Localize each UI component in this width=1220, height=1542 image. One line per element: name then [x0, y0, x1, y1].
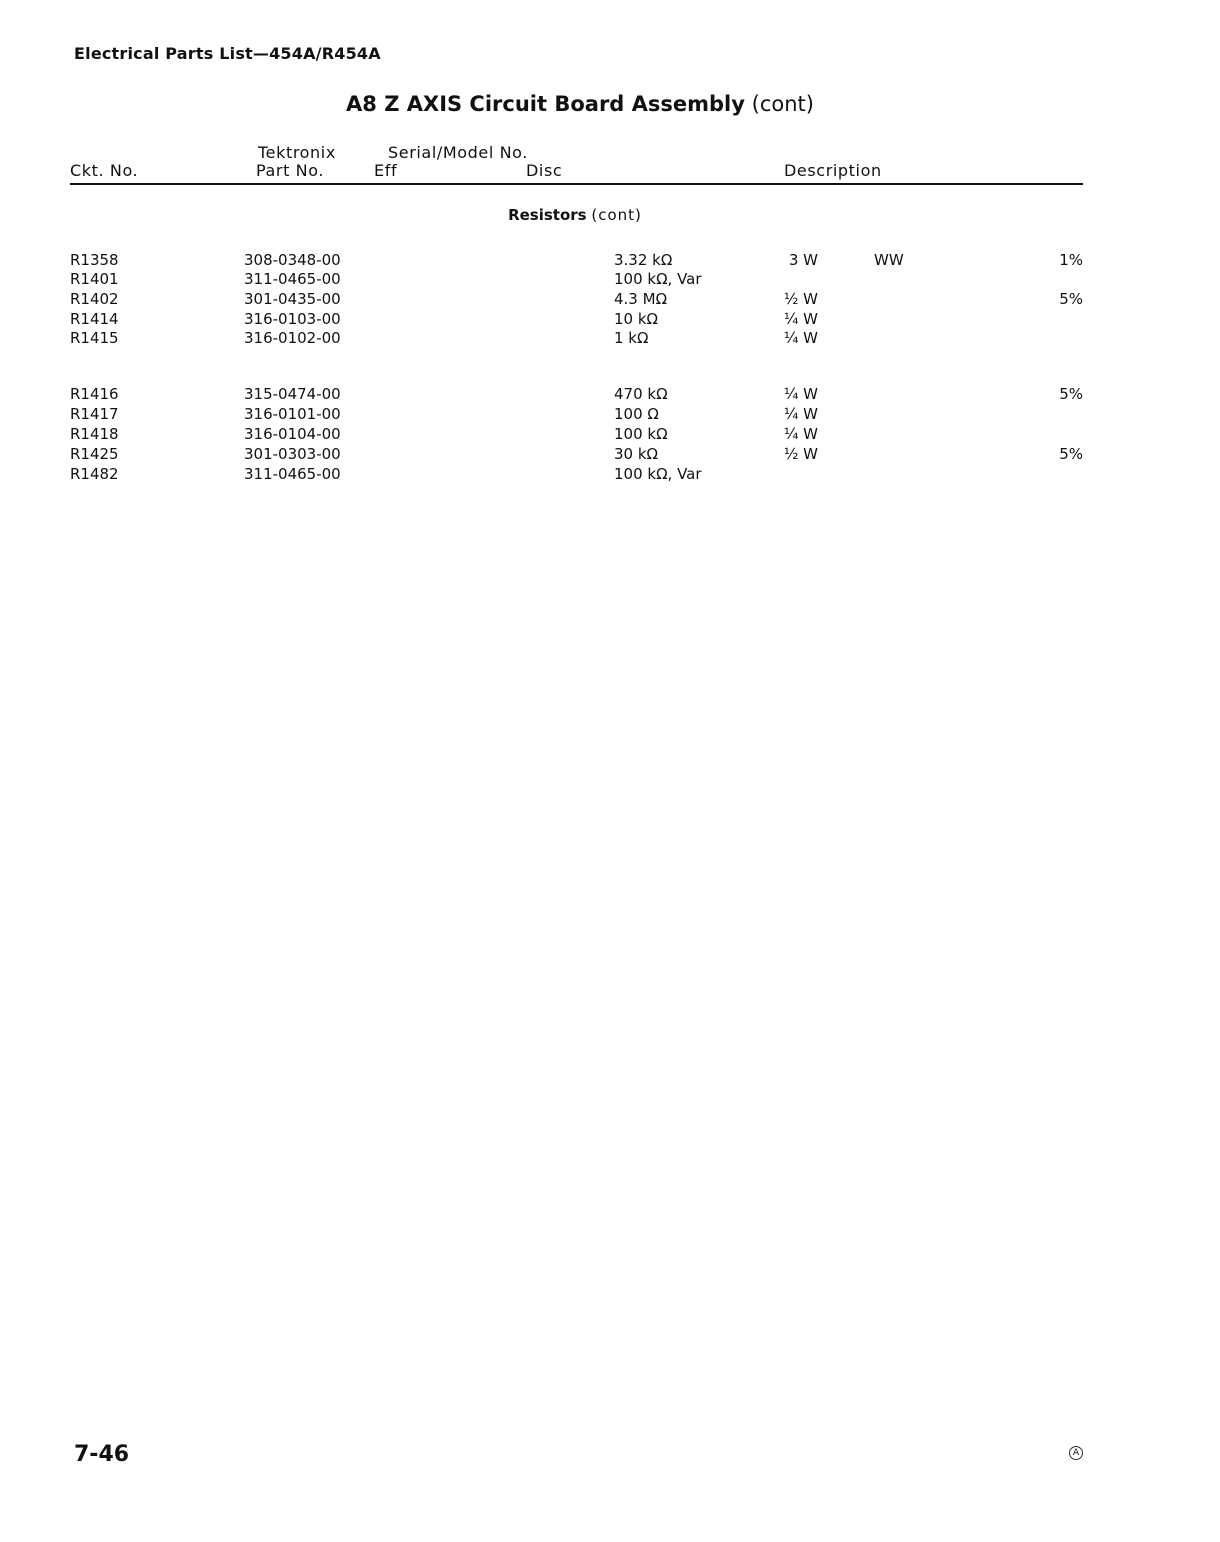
ckt-no-cell: R1358: [70, 251, 119, 269]
table-row: [0, 385, 1220, 405]
revision-mark-icon: A: [1069, 1446, 1083, 1460]
table-row: [0, 405, 1220, 425]
header-eff: Eff: [374, 161, 398, 180]
header-rule: [70, 183, 1083, 185]
part-no-cell: 316-0104-00: [244, 425, 341, 443]
header-part-no: Part No.: [256, 161, 325, 180]
wattage-cell: ¼ W: [783, 310, 818, 328]
value-cell: 100 Ω: [614, 405, 659, 423]
value-cell: 30 kΩ: [614, 445, 659, 463]
value-cell: 10 kΩ: [614, 310, 659, 328]
value-cell: 1 kΩ: [614, 329, 649, 347]
table-row: [0, 445, 1220, 465]
header-ckt-no: Ckt. No.: [70, 161, 139, 180]
wattage-cell: ¼ W: [783, 425, 818, 443]
table-row: [0, 270, 1220, 290]
header-tektronix: Tektronix: [258, 143, 336, 162]
part-no-cell: 301-0303-00: [244, 445, 341, 463]
ckt-no-cell: R1414: [70, 310, 119, 328]
table-row: [0, 329, 1220, 349]
part-no-cell: 316-0102-00: [244, 329, 341, 347]
wattage-cell: ¼ W: [783, 329, 818, 347]
header-description: Description: [784, 161, 882, 180]
part-no-cell: 316-0103-00: [244, 310, 341, 328]
table-row: [0, 425, 1220, 445]
tolerance-cell: 5%: [1059, 385, 1083, 403]
wattage-cell: ½ W: [783, 290, 818, 308]
part-no-cell: 316-0101-00: [244, 405, 341, 423]
ckt-no-cell: R1417: [70, 405, 119, 423]
value-cell: 470 kΩ: [614, 385, 668, 403]
header-disc: Disc: [526, 161, 563, 180]
value-cell: 100 kΩ: [614, 425, 668, 443]
part-no-cell: 301-0435-00: [244, 290, 341, 308]
value-cell: 100 kΩ, Var: [614, 270, 702, 288]
ckt-no-cell: R1401: [70, 270, 119, 288]
value-cell: 4.3 MΩ: [614, 290, 668, 308]
ckt-no-cell: R1415: [70, 329, 119, 347]
wattage-cell: ¼ W: [783, 385, 818, 403]
page-number: 7-46: [74, 1442, 130, 1467]
wattage-cell: ¼ W: [783, 405, 818, 423]
wattage-cell: ½ W: [783, 445, 818, 463]
wattage-cell: 3 W: [788, 251, 818, 269]
title-suffix: (cont): [751, 92, 814, 116]
section-title: Resistors: [508, 206, 587, 224]
ckt-no-cell: R1402: [70, 290, 119, 308]
tolerance-cell: 5%: [1059, 445, 1083, 463]
value-cell: 3.32 kΩ: [614, 251, 673, 269]
ckt-no-cell: R1418: [70, 425, 119, 443]
section-heading: [0, 206, 1150, 224]
table-row: [0, 251, 1220, 271]
part-no-cell: 308-0348-00: [244, 251, 341, 269]
table-row: [0, 310, 1220, 330]
part-no-cell: 311-0465-00: [244, 270, 341, 288]
part-no-cell: 311-0465-00: [244, 465, 341, 483]
ckt-no-cell: R1425: [70, 445, 119, 463]
section-suffix: (cont): [591, 206, 642, 224]
ckt-no-cell: R1416: [70, 385, 119, 403]
value-cell: 100 kΩ, Var: [614, 465, 702, 483]
part-no-cell: 315-0474-00: [244, 385, 341, 403]
header-serial-model: Serial/Model No.: [388, 143, 528, 162]
table-row: [0, 465, 1220, 485]
type-cell: WW: [874, 251, 904, 269]
tolerance-cell: 5%: [1059, 290, 1083, 308]
tolerance-cell: 1%: [1059, 251, 1083, 269]
running-head: Electrical Parts List—454A/R454A: [74, 44, 381, 63]
title-main: A8 Z AXIS Circuit Board Assembly: [346, 92, 745, 116]
ckt-no-cell: R1482: [70, 465, 119, 483]
table-row: [0, 290, 1220, 310]
page-title: [0, 92, 1160, 116]
